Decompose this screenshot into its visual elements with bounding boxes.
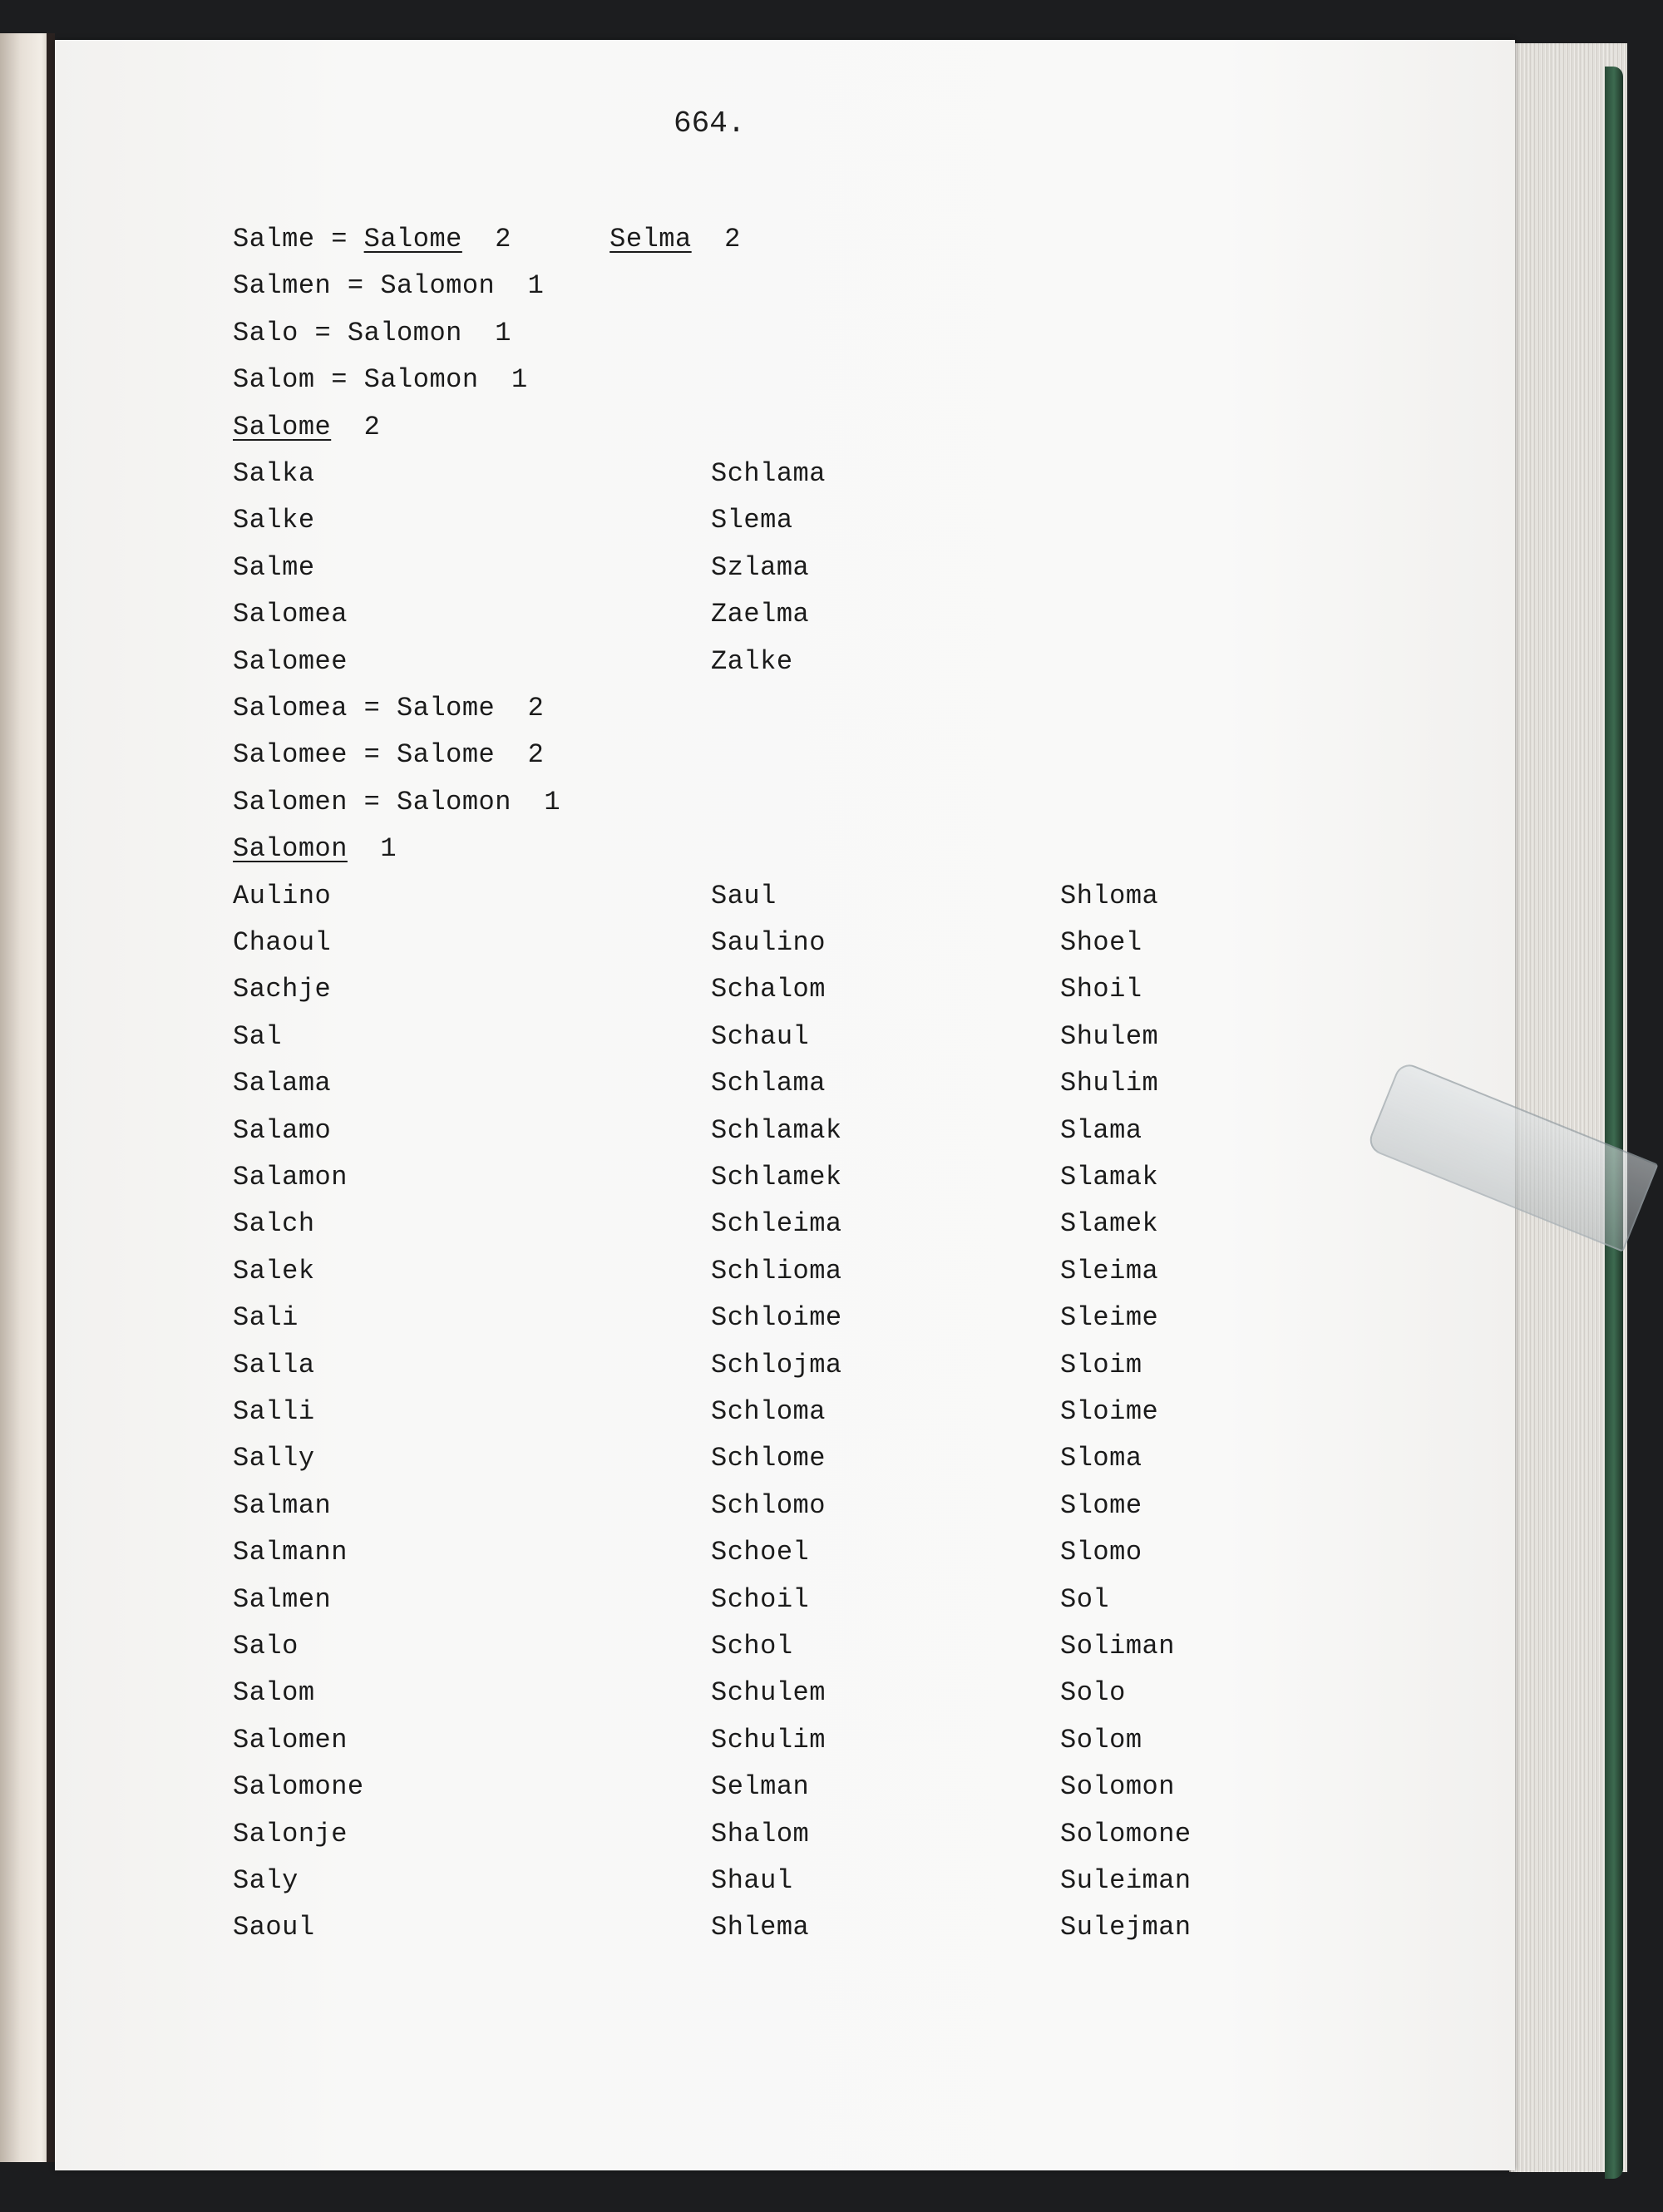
name-entry: Saoul: [233, 1912, 315, 1943]
name-entry: Slome: [1060, 1489, 1142, 1521]
name-entry: Suleiman: [1060, 1865, 1192, 1896]
name-entry: Sulejman: [1060, 1912, 1192, 1943]
name-entry: Solomon: [1060, 1771, 1175, 1803]
name-entry: Sally: [233, 1443, 315, 1474]
book-cover-edge: [1605, 67, 1623, 2179]
name-entry: Sal: [233, 1020, 283, 1052]
name-entry: Solomone: [1060, 1818, 1192, 1849]
name-entry: Salomea: [233, 599, 348, 630]
name-entry: Salama: [233, 1068, 332, 1099]
entry-line: Salomon 1: [233, 833, 397, 865]
name-entry: Schloma: [711, 1396, 826, 1427]
name-entry: Sali: [233, 1302, 299, 1334]
name-entry: Slama: [1060, 1114, 1142, 1146]
name-entry: Salom: [233, 1677, 315, 1709]
name-entry: Sloma: [1060, 1443, 1142, 1474]
name-entry: Sleime: [1060, 1302, 1159, 1334]
name-entry: Shaul: [711, 1865, 793, 1896]
name-entry: Salla: [233, 1349, 315, 1380]
name-entry: Schulim: [711, 1724, 826, 1755]
entry-line: Salo = Salomon 1: [233, 317, 511, 348]
name-entry: Schlamak: [711, 1114, 842, 1146]
name-entry: Sachje: [233, 974, 332, 1005]
entry-line: Salme = Salome 2 Selma 2: [233, 224, 741, 254]
name-entry: Salonje: [233, 1818, 348, 1849]
page-number: 664.: [674, 106, 746, 141]
name-entry: Shulim: [1060, 1068, 1159, 1099]
name-entry: Salek: [233, 1255, 315, 1286]
name-entry: Shoil: [1060, 974, 1142, 1005]
entry-line: Salmen = Salomon 1: [233, 270, 545, 302]
name-entry: Selman: [711, 1771, 810, 1803]
name-entry: Schlama: [711, 458, 826, 489]
name-entry: Slamak: [1060, 1162, 1159, 1192]
name-entry: Schleima: [711, 1208, 842, 1240]
name-entry: Salomone: [233, 1771, 364, 1803]
name-entry: Shoel: [1060, 927, 1142, 958]
name-entry: Schlioma: [711, 1255, 842, 1286]
name-entry: Schalom: [711, 974, 826, 1005]
name-entry: Salka: [233, 458, 315, 489]
name-entry: Shlema: [711, 1912, 810, 1943]
name-entry: Schaul: [711, 1020, 810, 1052]
name-entry: Schoel: [711, 1537, 810, 1568]
name-entry: Salomee: [233, 645, 348, 677]
entry-line: Salomea = Salome 2: [233, 693, 545, 723]
name-entry: Salke: [233, 505, 315, 536]
name-entry: Shloma: [1060, 880, 1159, 911]
name-entry: Salo: [233, 1631, 299, 1661]
name-entry: Sleima: [1060, 1255, 1159, 1286]
entry-line: Salomee = Salome 2: [233, 739, 545, 771]
name-entry: Schloime: [711, 1302, 842, 1334]
entry-line: Salom = Salomon 1: [233, 364, 528, 396]
name-entry: Schlome: [711, 1443, 826, 1474]
name-entry: Schulem: [711, 1677, 826, 1709]
name-entry: Schol: [711, 1631, 793, 1661]
name-entry: Saulino: [711, 927, 826, 958]
name-entry: Zalke: [711, 645, 793, 677]
name-entry: Slomo: [1060, 1537, 1142, 1568]
name-entry: Saly: [233, 1865, 299, 1896]
name-entry: Salli: [233, 1396, 315, 1427]
name-entry: Salomen: [233, 1724, 348, 1755]
name-entry: Shulem: [1060, 1020, 1159, 1052]
name-entry: Salmann: [233, 1537, 348, 1568]
name-entry: Zaelma: [711, 599, 810, 630]
name-entry: Salmen: [233, 1583, 332, 1615]
name-entry: Shalom: [711, 1818, 810, 1849]
name-entry: Salamon: [233, 1162, 348, 1192]
name-entry: Schlojma: [711, 1349, 842, 1380]
name-entry: Soliman: [1060, 1631, 1175, 1661]
name-entry: Schlomo: [711, 1489, 826, 1521]
name-entry: Salme: [233, 551, 315, 583]
name-entry: Aulino: [233, 880, 332, 911]
name-entry: Salamo: [233, 1114, 332, 1146]
name-entry: Salman: [233, 1489, 332, 1521]
name-entry: Sol: [1060, 1583, 1110, 1615]
name-entry: Sloime: [1060, 1396, 1159, 1427]
name-entry: Sloim: [1060, 1349, 1142, 1380]
entry-line: Salomen = Salomon 1: [233, 786, 561, 817]
name-entry: Saul: [711, 880, 777, 911]
name-entry: Schlama: [711, 1068, 826, 1099]
name-entry: Schoil: [711, 1583, 810, 1615]
name-entry: Salch: [233, 1208, 315, 1240]
name-entry: Szlama: [711, 551, 810, 583]
name-entry: Schlamek: [711, 1162, 842, 1192]
name-entry: Chaoul: [233, 927, 332, 958]
name-entry: Slema: [711, 505, 793, 536]
entry-line: Salome 2: [233, 411, 381, 442]
name-entry: Solo: [1060, 1677, 1126, 1709]
name-entry: Slamek: [1060, 1208, 1159, 1240]
name-entry: Solom: [1060, 1724, 1142, 1755]
